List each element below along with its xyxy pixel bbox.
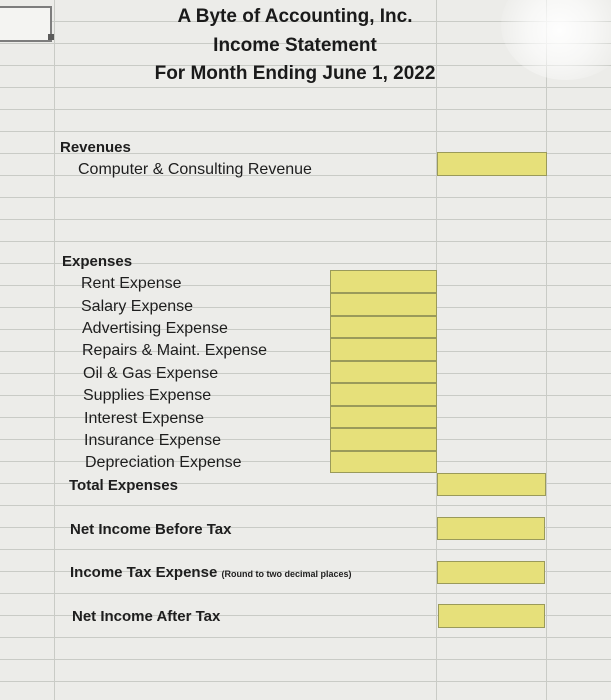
expense-input-oil-gas[interactable]	[330, 361, 437, 383]
expense-item-rent: Rent Expense	[81, 275, 182, 292]
income-tax-expense-input-cell[interactable]	[437, 561, 545, 584]
expense-input-depreciation[interactable]	[330, 451, 437, 473]
period-title: For Month Ending June 1, 2022	[154, 63, 436, 84]
expense-item-advertising: Advertising Expense	[82, 320, 228, 337]
net-income-after-tax-input-cell[interactable]	[438, 604, 545, 628]
expense-item-supplies: Supplies Expense	[83, 387, 212, 404]
net-income-before-tax-input-cell[interactable]	[437, 517, 545, 540]
expense-item-insurance: Insurance Expense	[84, 432, 221, 449]
selected-cell[interactable]	[0, 6, 52, 42]
expense-item-depreciation: Depreciation Expense	[85, 454, 242, 471]
revenues-heading: Revenues	[60, 139, 131, 156]
expense-input-repairs-maint[interactable]	[330, 338, 437, 361]
total-expenses-input-cell[interactable]	[437, 473, 546, 496]
statement-title: Income Statement	[213, 35, 377, 56]
income-tax-expense-label	[70, 564, 351, 581]
expense-item-salary: Salary Expense	[81, 298, 194, 315]
net-income-after-tax-label: Net Income After Tax	[72, 608, 221, 625]
expense-input-rent[interactable]	[330, 270, 437, 293]
expense-item-repairs-maint: Repairs & Maint. Expense	[82, 342, 267, 359]
income-tax-expense-text: Income Tax Expense	[70, 564, 218, 581]
screen-glare	[501, 0, 611, 80]
expense-input-insurance[interactable]	[330, 428, 437, 451]
expense-input-salary[interactable]	[330, 293, 437, 316]
revenue-item-computer-consulting: Computer & Consulting Revenue	[78, 161, 312, 178]
rounding-note: (Round to two decimal places)	[221, 569, 352, 579]
expense-input-supplies[interactable]	[330, 383, 437, 406]
expense-input-interest[interactable]	[330, 406, 437, 428]
revenue-input-cell[interactable]	[437, 152, 547, 176]
net-income-before-tax-label: Net Income Before Tax	[70, 521, 232, 538]
expense-input-advertising[interactable]	[330, 316, 437, 338]
total-expenses-label: Total Expenses	[69, 477, 178, 494]
fill-handle[interactable]	[48, 34, 54, 40]
company-title: A Byte of Accounting, Inc.	[177, 6, 413, 27]
expense-item-oil-gas: Oil & Gas Expense	[83, 365, 219, 382]
expenses-heading: Expenses	[62, 253, 133, 270]
expense-item-interest: Interest Expense	[84, 410, 205, 427]
